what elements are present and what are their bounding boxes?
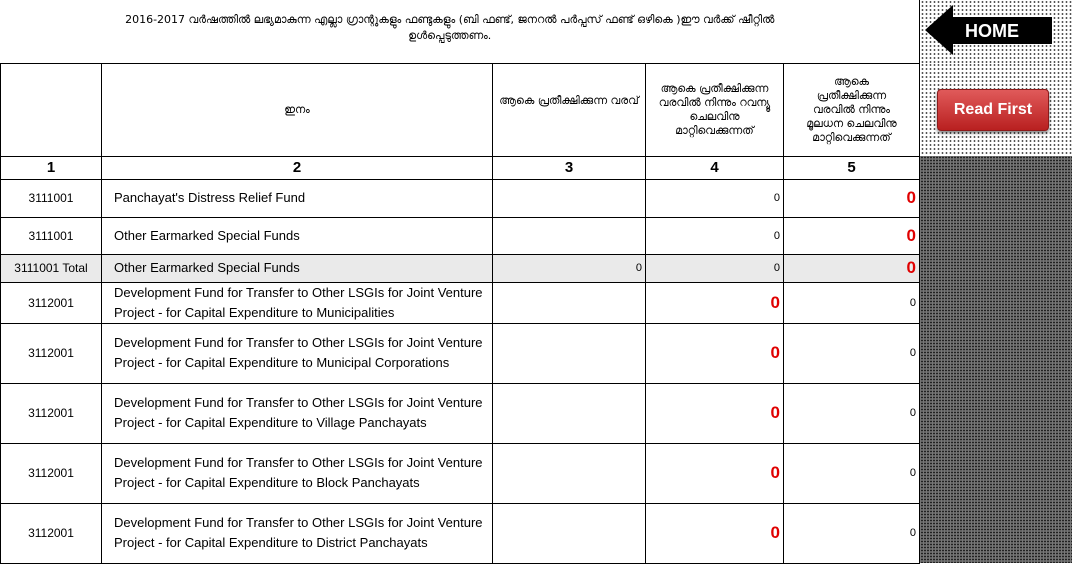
row-name: Development Fund for Transfer to Other LSGIs for Joint Venture Project - for Capital Expenditure to District Panchayats <box>102 503 493 563</box>
table-row <box>1 323 1072 383</box>
row-code: 3112001 <box>1 443 102 503</box>
row-name: Other Earmarked Special Funds <box>102 217 493 254</box>
table-row <box>1 282 1072 323</box>
row-code: 3111001 Total <box>1 254 102 282</box>
col2-header: ഇനം <box>102 63 493 156</box>
col-number: 4 <box>646 156 784 179</box>
row-name: Development Fund for Transfer to Other LSGIs for Joint Venture Project - for Capital Expenditure to Block Panchayats <box>102 443 493 503</box>
row-c4[interactable]: 0 <box>646 503 784 563</box>
row-c4[interactable]: 0 <box>646 323 784 383</box>
row-name: Other Earmarked Special Funds <box>102 254 493 282</box>
row-name: Development Fund for Transfer to Other LSGIs for Joint Venture Project - for Capital Expenditure to Municipalities <box>102 282 493 323</box>
row-c5[interactable]: 0 <box>784 323 920 383</box>
row-c4[interactable]: 0 <box>646 443 784 503</box>
home-button[interactable] <box>925 5 1053 55</box>
sheet-title: 2016-2017 വർഷത്തിൽ ലഭ്യമാകുന്ന എല്ലാ ഗ്രാന്റുകളും ഫണ്ടുകളും (ബി ഫണ്ട്, ജനറൽ പർപ്പസ് ഫണ്ട് ഒഴികെ )ഈ വർക്ക് ഷീറ്റിൽ ഉൾപ്പെടുത്തണം. <box>1 0 920 63</box>
col-number: 3 <box>493 156 646 179</box>
table-row <box>1 503 1072 563</box>
row-c5[interactable]: 0 <box>784 443 920 503</box>
row-c3[interactable] <box>493 443 646 503</box>
row-c3[interactable] <box>493 282 646 323</box>
row-c5[interactable]: 0 <box>784 179 920 217</box>
home-label: HOME <box>965 21 1019 42</box>
row-c5[interactable]: 0 <box>784 282 920 323</box>
back-arrow-icon <box>925 5 953 55</box>
row-c3[interactable] <box>493 179 646 217</box>
col4-header: ആകെ പ്രതീക്ഷിക്കുന്ന വരവിൽ നിന്നും റവന്യൂ ചെലവിനു മാറ്റിവെക്കുന്നത് <box>646 63 784 156</box>
row-name: Development Fund for Transfer to Other LSGIs for Joint Venture Project - for Capital Expenditure to Village Panchayats <box>102 383 493 443</box>
col3-header: ആകെ പ്രതീക്ഷിക്കുന്ന വരവ് <box>493 63 646 156</box>
row-c3[interactable]: 0 <box>493 254 646 282</box>
row-c4[interactable]: 0 <box>646 179 784 217</box>
col5-header: ആകെ പ്രതീക്ഷിക്കുന്ന വരവിൽ നിന്നും മൂലധന ചെലവിനു മാറ്റിവെക്കുന്നത് <box>784 63 920 156</box>
row-code: 3111001 <box>1 217 102 254</box>
row-c4[interactable]: 0 <box>646 217 784 254</box>
row-c3[interactable] <box>493 503 646 563</box>
table-row <box>1 217 1072 254</box>
table-row <box>1 179 1072 217</box>
row-c3[interactable] <box>493 383 646 443</box>
row-name: Development Fund for Transfer to Other LSGIs for Joint Venture Project - for Capital Expenditure to Municipal Corporations <box>102 323 493 383</box>
table-row <box>1 443 1072 503</box>
side-panel-dark <box>920 156 1072 563</box>
row-name: Panchayat's Distress Relief Fund <box>102 179 493 217</box>
col1-header <box>1 63 102 156</box>
row-c4[interactable]: 0 <box>646 383 784 443</box>
row-c5[interactable]: 0 <box>784 503 920 563</box>
row-c5[interactable]: 0 <box>784 254 920 282</box>
col-number: 1 <box>1 156 102 179</box>
row-code: 3112001 <box>1 503 102 563</box>
row-code: 3112001 <box>1 282 102 323</box>
row-c3[interactable] <box>493 323 646 383</box>
total-row <box>1 254 1072 282</box>
row-code: 3112001 <box>1 323 102 383</box>
row-c5[interactable]: 0 <box>784 217 920 254</box>
row-c5[interactable]: 0 <box>784 383 920 443</box>
row-code: 3111001 <box>1 179 102 217</box>
row-code: 3112001 <box>1 383 102 443</box>
col-number: 2 <box>102 156 493 179</box>
table-row <box>1 383 1072 443</box>
row-c3[interactable] <box>493 217 646 254</box>
row-c4[interactable]: 0 <box>646 254 784 282</box>
row-c4[interactable]: 0 <box>646 282 784 323</box>
col-number: 5 <box>784 156 920 179</box>
read-first-button[interactable]: Read First <box>937 89 1049 131</box>
